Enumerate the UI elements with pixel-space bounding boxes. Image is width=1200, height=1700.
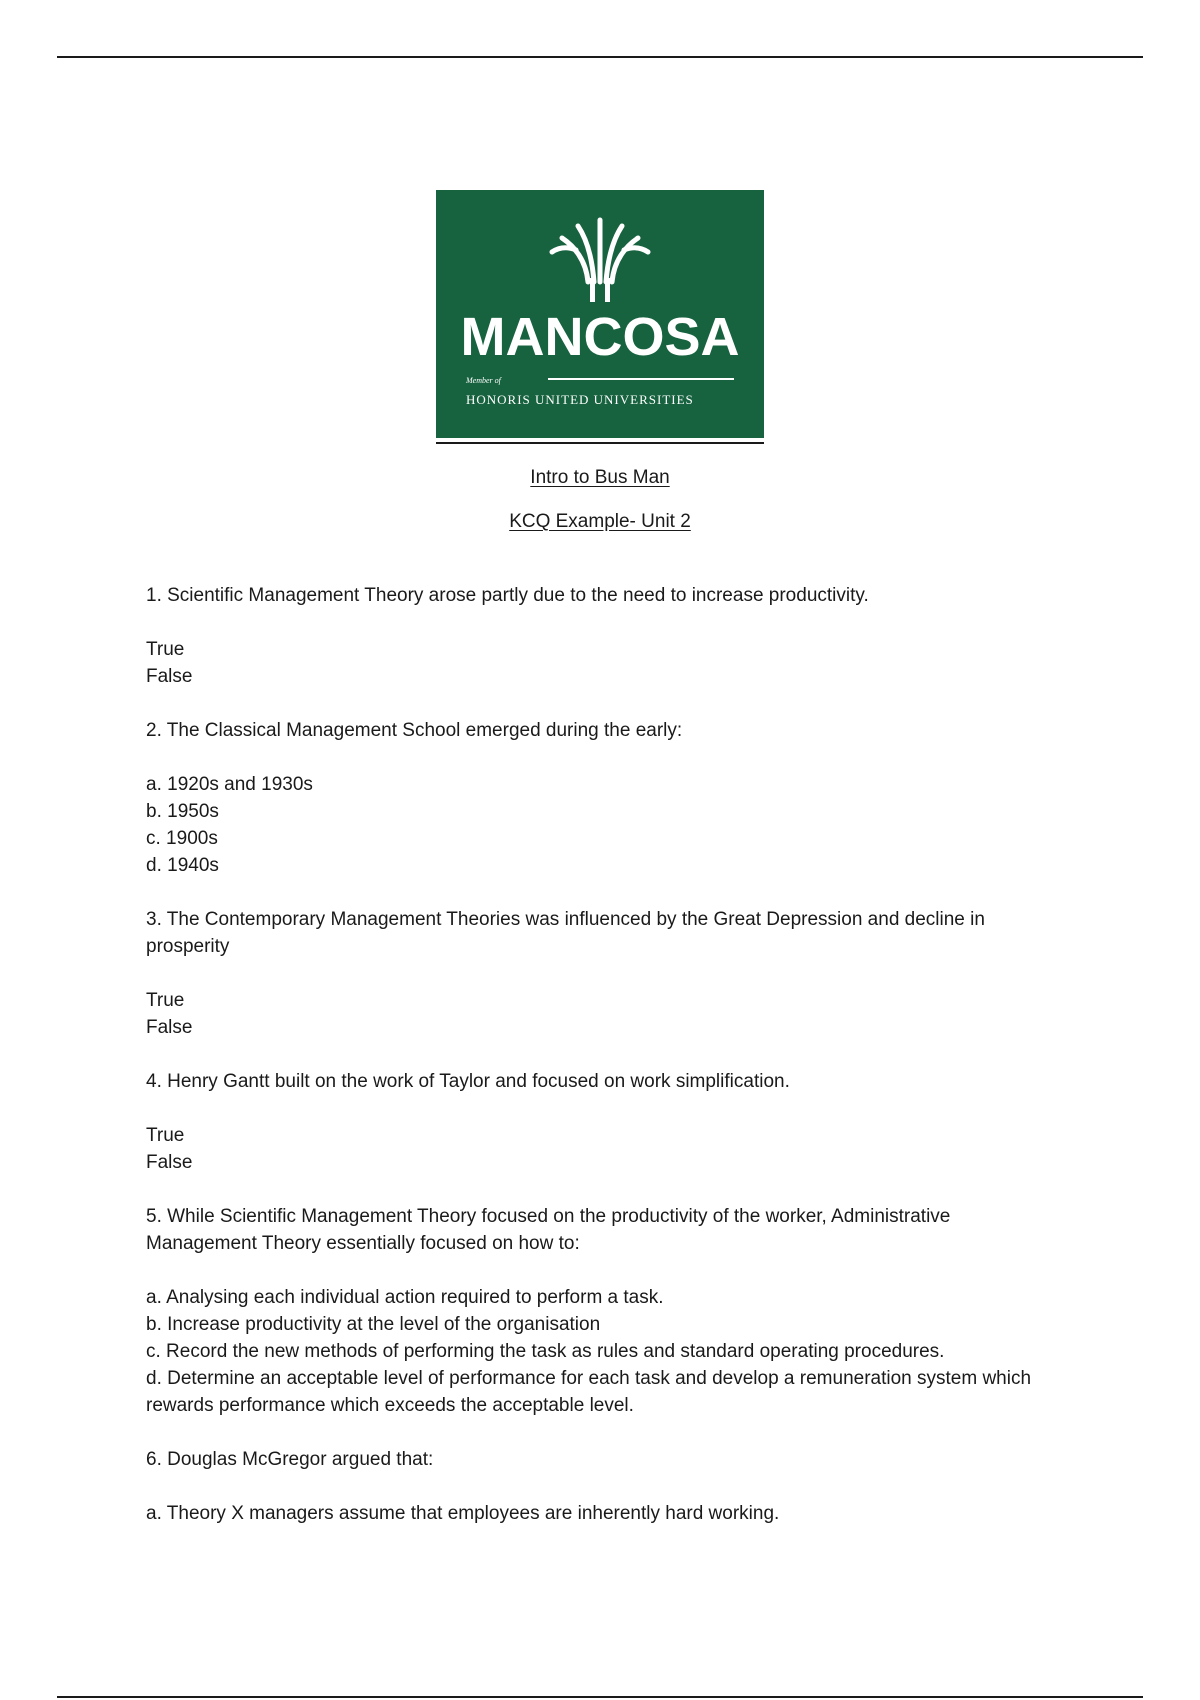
question-list — [146, 582, 1046, 1554]
course-title: Intro to Bus Man — [530, 467, 670, 488]
logo-member-of: Member of — [466, 376, 501, 385]
answer-options — [146, 1284, 1046, 1419]
answer-option: c. Record the new methods of performing the task as rules and standard operating procedures. — [146, 1341, 945, 1362]
answer-option: True — [146, 639, 185, 660]
answer-option: True — [146, 990, 185, 1011]
mancosa-logo-graphic — [436, 190, 764, 438]
answer-options — [146, 1122, 1046, 1176]
question-text: 6. Douglas McGregor argued that: — [146, 1449, 434, 1470]
question-text: 5. While Scientific Management Theory focused on the productivity of the worker, Administrative Management Theory essentially focused on how to: — [146, 1206, 951, 1254]
answer-option: True — [146, 1125, 185, 1146]
logo-wordmark: MANCOSA — [460, 307, 740, 367]
top-rule — [57, 56, 1143, 58]
mancosa-logo — [436, 190, 764, 438]
bottom-rule — [57, 1696, 1143, 1698]
answer-option: a. 1920s and 1930s — [146, 774, 313, 795]
question-text: 1. Scientific Management Theory arose partly due to the need to increase productivity. — [146, 585, 869, 606]
question-text: 2. The Classical Management School emerged during the early: — [146, 720, 683, 741]
answer-option: b. Increase productivity at the level of the organisation — [146, 1314, 601, 1335]
answer-option: d. Determine an acceptable level of performance for each task and develop a remuneration system which rewards performance which exceeds the acceptable level. — [146, 1368, 1032, 1416]
answer-option: False — [146, 666, 193, 687]
answer-option: b. 1950s — [146, 801, 219, 822]
answer-options — [146, 987, 1046, 1041]
answer-options — [146, 771, 1046, 879]
answer-options — [146, 1500, 1046, 1527]
answer-option: False — [146, 1017, 193, 1038]
document-subtitle: KCQ Example- Unit 2 — [509, 511, 691, 532]
palm-emblem-icon — [552, 220, 648, 282]
answer-options — [146, 636, 1046, 690]
answer-option: False — [146, 1152, 193, 1173]
question-text: 3. The Contemporary Management Theories was influenced by the Great Depression and decline in prosperity — [146, 909, 985, 957]
logo-tagline: HONORIS UNITED UNIVERSITIES — [466, 392, 694, 407]
question-text: 4. Henry Gantt built on the work of Taylor and focused on work simplification. — [146, 1071, 790, 1092]
answer-option: c. 1900s — [146, 828, 218, 849]
answer-option: d. 1940s — [146, 855, 219, 876]
answer-option: a. Analysing each individual action required to perform a task. — [146, 1287, 664, 1308]
logo-underline — [436, 442, 764, 444]
answer-option: a. Theory X managers assume that employees are inherently hard working. — [146, 1503, 780, 1524]
